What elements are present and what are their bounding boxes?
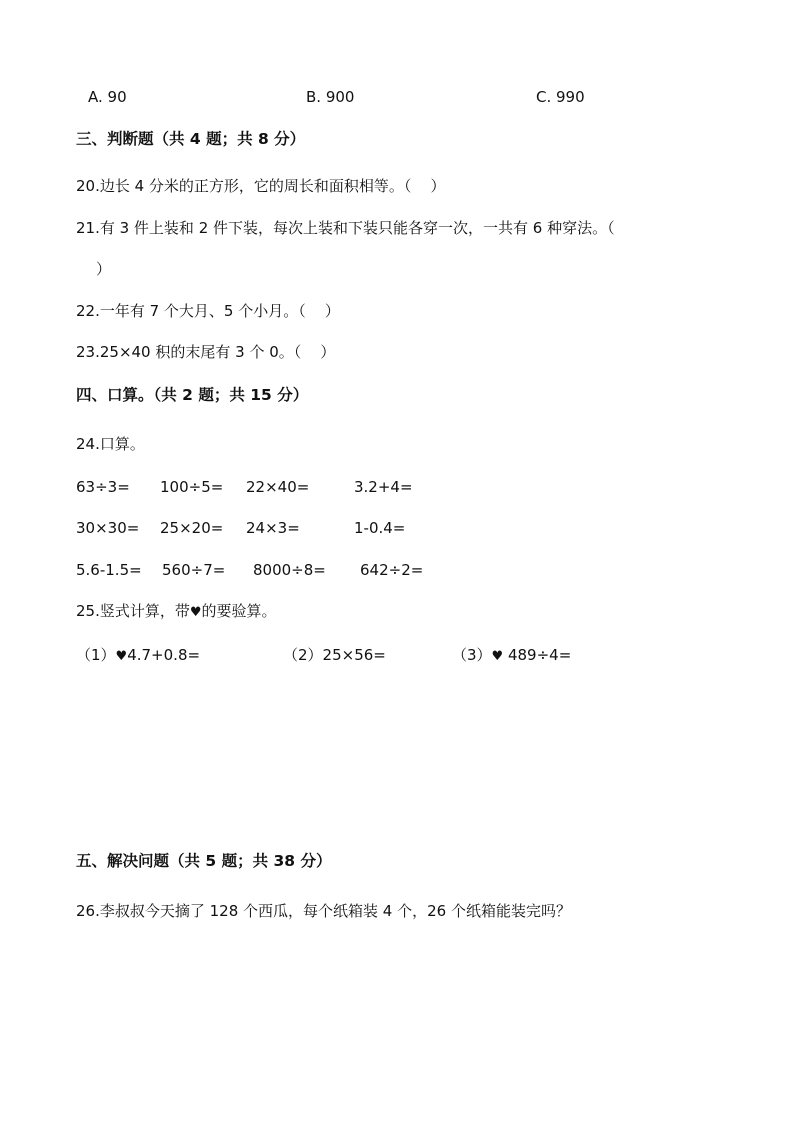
item-expression: 4.7+0.8= xyxy=(127,646,201,664)
calc-cell: 63÷3= xyxy=(76,478,130,496)
item-number: （2） xyxy=(283,646,323,664)
calc-cell: 30×30= xyxy=(76,519,140,537)
item-number: （1） xyxy=(76,646,116,664)
item-expression: 489÷4= xyxy=(503,646,572,664)
heart-icon: ♥ xyxy=(491,649,504,664)
question-22: 22.一年有 7 个大月、5 个小月。（ ） xyxy=(76,302,340,320)
section-heading-problem-solving: 五、解决问题（共 5 题；共 38 分） xyxy=(76,852,332,870)
item-number: （3） xyxy=(452,646,492,664)
option-a: A. 90 xyxy=(88,88,127,106)
question-25-title-pre: 25.竖式计算，带 xyxy=(76,602,190,620)
question-24-title: 24.口算。 xyxy=(76,435,145,453)
question-21-bracket-close: ） xyxy=(96,260,112,278)
calc-cell: 1-0.4= xyxy=(354,519,406,537)
question-25-title xyxy=(76,601,277,623)
question-25-title-post: 的要验算。 xyxy=(201,602,277,620)
question-25-item-1 xyxy=(76,645,200,667)
option-b: B. 900 xyxy=(306,88,355,106)
section-heading-judgement: 三、判断题（共 4 题；共 8 分） xyxy=(76,130,306,148)
option-c: C. 990 xyxy=(536,88,585,106)
calc-cell: 8000÷8= xyxy=(253,561,326,579)
heart-icon: ♥ xyxy=(115,649,128,664)
question-25-item-3 xyxy=(452,645,571,667)
calc-cell: 25×20= xyxy=(160,519,224,537)
calc-cell: 22×40= xyxy=(246,478,310,496)
question-25-item-2 xyxy=(283,645,386,665)
item-expression: 25×56= xyxy=(322,646,386,664)
question-26: 26.李叔叔今天摘了 128 个西瓜，每个纸箱装 4 个，26 个纸箱能装完吗？ xyxy=(76,902,571,920)
calc-cell: 560÷7= xyxy=(162,561,226,579)
question-21: 21.有 3 件上装和 2 件下装，每次上装和下装只能各穿一次，一共有 6 种穿法。（ xyxy=(76,219,615,237)
question-23: 23.25×40 积的末尾有 3 个 0。（ ） xyxy=(76,343,336,361)
calc-cell: 642÷2= xyxy=(360,561,424,579)
section-heading-mental-math: 四、口算。（共 2 题；共 15 分） xyxy=(76,386,309,404)
calc-cell: 5.6-1.5= xyxy=(76,561,142,579)
calc-cell: 100÷5= xyxy=(160,478,224,496)
heart-icon: ♥ xyxy=(189,605,202,620)
calc-cell: 24×3= xyxy=(246,519,300,537)
calc-cell: 3.2+4= xyxy=(354,478,413,496)
question-20: 20.边长 4 分米的正方形，它的周长和面积相等。（ ） xyxy=(76,177,446,195)
